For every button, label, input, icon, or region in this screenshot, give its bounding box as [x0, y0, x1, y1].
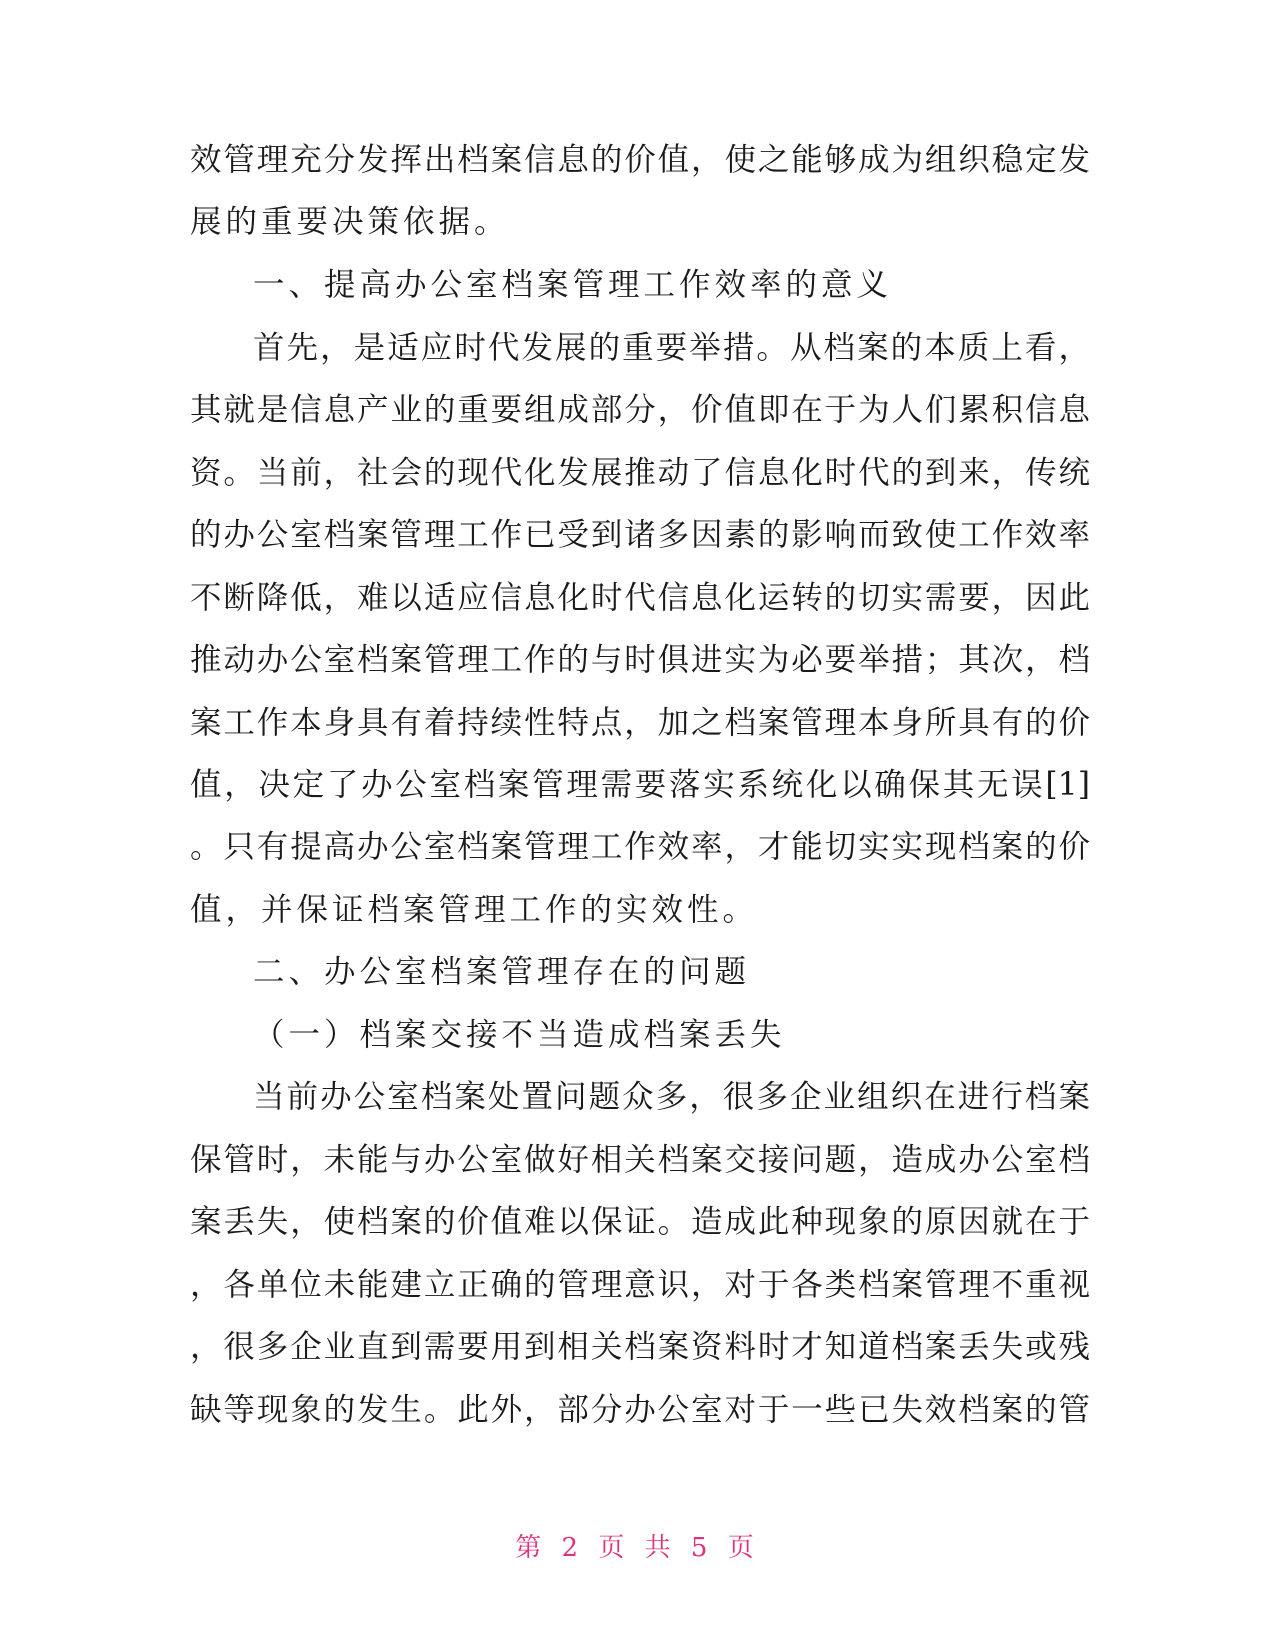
subsection-heading-1: （一）档案交接不当造成档案丢失 — [253, 1017, 786, 1053]
text-line-19: ，各单位未能建立正确的管理意识，对于各类档案管理不重视 — [190, 1267, 1090, 1303]
text-line-12: 。只有提高办公室档案管理工作效率，才能切实实现档案的价 — [190, 829, 1090, 865]
text-line-7: 的办公室档案管理工作已受到诸多因素的影响而致使工作效率 — [190, 517, 1090, 553]
section-heading-1: 一、提高办公室档案管理工作效率的意义 — [253, 267, 893, 303]
text-line-18: 案丢失，使档案的价值难以保证。造成此种现象的原因就在于 — [190, 1204, 1090, 1240]
text-line-4: 首先，是适应时代发展的重要举措。从档案的本质上看， — [253, 330, 1090, 366]
text-line-16: 当前办公室档案处置问题众多，很多企业组织在进行档案 — [253, 1079, 1090, 1115]
text-line-1: 效管理充分发挥出档案信息的价值，使之能够成为组织稳定发 — [190, 142, 1090, 178]
page-number-footer: 第 2 页 共 5 页 — [515, 1533, 760, 1563]
text-line-8: 不断降低，难以适应信息化时代信息化运转的切实需要，因此 — [190, 580, 1090, 616]
text-line-20: ，很多企业直到需要用到相关档案资料时才知道档案丢失或残 — [190, 1329, 1090, 1365]
text-line-6: 资。当前，社会的现代化发展推动了信息化时代的到来，传统 — [190, 455, 1090, 491]
text-line-9: 推动办公室档案管理工作的与时俱进实为必要举措；其次，档 — [190, 642, 1090, 678]
text-line-13: 值，并保证档案管理工作的实效性。 — [190, 892, 759, 928]
text-line-2: 展的重要决策依据。 — [190, 204, 510, 240]
text-line-5: 其就是信息产业的重要组成部分，价值即在于为人们累积信息 — [190, 392, 1090, 428]
text-line-17: 保管时，未能与办公室做好相关档案交接问题，造成办公室档 — [190, 1142, 1090, 1178]
text-line-10: 案工作本身具有着持续性特点，加之档案管理本身所具有的价 — [190, 705, 1090, 741]
section-heading-2: 二、办公室档案管理存在的问题 — [253, 954, 751, 990]
text-line-21: 缺等现象的发生。此外，部分办公室对于一些已失效档案的管 — [190, 1392, 1090, 1428]
text-line-11: 值，决定了办公室档案管理需要落实系统化以确保其无误[1] — [190, 767, 1090, 803]
